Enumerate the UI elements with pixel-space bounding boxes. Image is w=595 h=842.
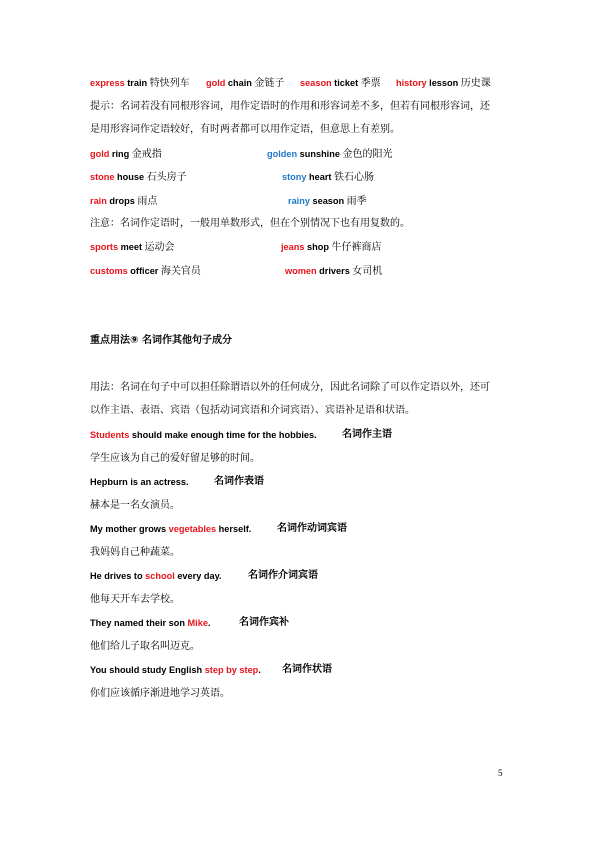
pair-left-head: drops (109, 196, 135, 206)
pair-left-head: house (117, 172, 145, 182)
example-translation: 他每天开车去学校。 (90, 594, 180, 605)
tip-line-2: 是用形容词作定语较好，有时两者都可以用作定语，但意思上有差别。 (90, 124, 400, 135)
page-number: 5 (498, 768, 503, 778)
example-label: 名词作宾补 (239, 617, 289, 628)
pair-row (90, 147, 393, 162)
compound-translation: 特快列车 (149, 78, 190, 89)
pair-right-translation: 金色的阳光 (342, 149, 393, 160)
compound-translation: 季票 (360, 78, 381, 89)
plural-left-head: officer (130, 266, 159, 276)
example-text: My mother grows (90, 524, 169, 534)
tip-line-1: 提示：名词若没有同根形容词，用作定语时的作用和形容词差不多，但若有同根形容词，还 (90, 101, 490, 112)
plural-right-head: drivers (319, 266, 350, 276)
example-label: 名词作表语 (214, 476, 264, 487)
example-translation: 我妈妈自己种蔬菜。 (90, 547, 180, 558)
pair-right-translation: 雨季 (346, 196, 367, 207)
example-translation: 学生应该为自己的爱好留足够的时间。 (90, 453, 260, 464)
example-translation: 赫本是一名女演员。 (90, 500, 180, 511)
compound-modifier: express (90, 78, 125, 88)
example-text: They named their son (90, 618, 188, 628)
compound-modifier: history (396, 78, 427, 88)
pair-row (90, 170, 374, 185)
plural-right-modifier: jeans (281, 242, 305, 252)
example-text: Hepburn is an actress. (90, 477, 189, 487)
pair-right-head: sunshine (299, 149, 340, 159)
pair-left-modifier: gold (90, 149, 110, 159)
plural-left-head: meet (120, 242, 143, 252)
pair-left-translation: 雨点 (137, 196, 158, 207)
plural-left-translation: 海关官员 (160, 266, 201, 277)
example-label: 名词作主语 (342, 429, 392, 440)
compound-translation: 金链子 (254, 78, 285, 89)
example-text: should make enough time for the hobbies. (129, 430, 317, 440)
compound-modifier: gold (206, 78, 226, 88)
note-line: 注意：名词作定语时，一般用单数形式，但在个别情况下也有用复数的。 (90, 218, 410, 229)
pair-left-translation: 金戒指 (131, 149, 162, 160)
example-translation: 他们给儿子取名叫迈克。 (90, 641, 200, 652)
pair-right-translation: 铁石心肠 (333, 172, 374, 183)
pair-left-modifier: rain (90, 196, 107, 206)
pair-right-modifier: rainy (288, 196, 310, 206)
plural-right-head: shop (307, 242, 329, 252)
example-text: . (258, 665, 261, 675)
example-sentence (90, 522, 347, 537)
plural-row (90, 240, 382, 255)
example-translation: 你们应该循序渐进地学习英语。 (90, 688, 230, 699)
pair-right-head: heart (309, 172, 332, 182)
example-sentence (90, 569, 318, 584)
example-highlight: vegetables (168, 524, 217, 534)
example-text: You should study English (90, 665, 205, 675)
pair-left-head: ring (111, 149, 130, 159)
example-label: 名词作状语 (282, 664, 332, 675)
usage-line-1: 用法：名词在句子中可以担任除谓语以外的任何成分，因此名词除了可以作定语以外，还可 (90, 382, 490, 393)
example-text: every day. (174, 571, 222, 581)
example-highlight: school (145, 571, 175, 581)
compound-translation: 历史课 (460, 78, 491, 89)
pair-right-modifier: stony (282, 172, 307, 182)
example-highlight: step by step (204, 665, 259, 675)
compound-modifier: season (300, 78, 332, 88)
example-text: He drives to (90, 571, 146, 581)
plural-right-translation: 女司机 (352, 266, 383, 277)
plural-right-translation: 牛仔裤商店 (331, 242, 382, 253)
section-heading: 重点用法⑨ 名词作其他句子成分 (90, 335, 232, 346)
compound-head: ticket (334, 78, 359, 88)
example-text: herself. (216, 524, 252, 534)
compound-head: lesson (429, 78, 459, 88)
compound-head: chain (227, 78, 252, 88)
compound-row (90, 76, 491, 91)
pair-right-head: season (312, 196, 345, 206)
example-sentence (90, 663, 332, 678)
plural-left-modifier: customs (90, 266, 128, 276)
example-text: . (207, 618, 211, 628)
plural-row (90, 264, 383, 279)
example-sentence (90, 616, 289, 631)
compound-head: train (127, 78, 148, 88)
plural-left-translation: 运动会 (144, 242, 175, 253)
example-label: 名词作介词宾语 (248, 570, 318, 581)
pair-right-modifier: golden (267, 149, 298, 159)
plural-right-modifier: women (285, 266, 317, 276)
example-sentence (90, 428, 392, 443)
example-sentence (90, 475, 264, 490)
plural-left-modifier: sports (90, 242, 119, 252)
pair-left-modifier: stone (90, 172, 115, 182)
usage-line-2: 以作主语、表语、宾语（包括动词宾语和介词宾语）、宾语补足语和状语。 (90, 405, 415, 416)
example-highlight: Students (90, 430, 130, 440)
example-label: 名词作动词宾语 (277, 523, 347, 534)
example-highlight: Mike (187, 618, 208, 628)
pair-left-translation: 石头房子 (146, 172, 187, 183)
pair-row (90, 194, 367, 209)
